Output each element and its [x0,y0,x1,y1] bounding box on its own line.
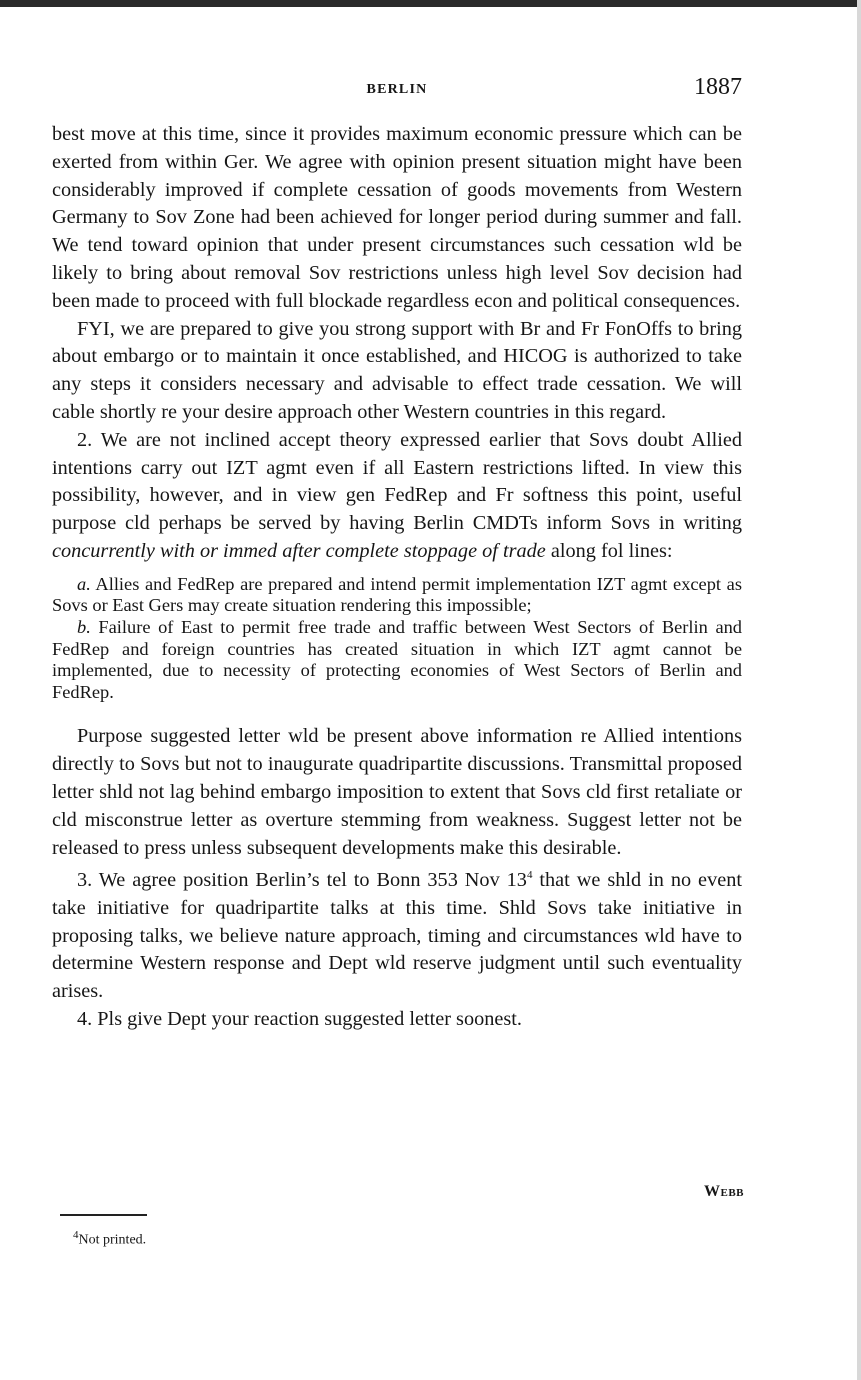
footnote-text: Not printed. [78,1232,147,1248]
point-a-text: Allies and FedRep are prepared and intend permit implementation IZT agmt except as Sovs or East Gers may create situation rendering this impossible; [52,573,742,616]
letter-point-a [52,574,742,617]
paragraph-point-4: 4. Pls give Dept your reaction suggested letter soonest. [77,1008,522,1031]
page-header [52,74,742,108]
page-top-edge [0,0,861,7]
point-3-text-end: that we shld in no event take initiative for quadripartite talks at this time. Shld Sovs take initiative in proposing talks, we believe nature approach, timing and circumstances wld have to determine Western response and Dept wld reserve judgment until such eventuality arises. [52,869,742,1003]
point-b-label: b. [77,616,91,637]
point-2-text: 2. We are not inclined accept theory expressed earlier that Sovs doubt Allied intentions carry out IZT agmt even if all Eastern restrictions lifted. In view this possibility, however, and in view gen FedRep and Fr softness this point, useful purpose cld perhaps be served by having Berlin CMDTs inform Sovs in writing [52,428,742,535]
point-2-text-end: along fol lines: [545,539,673,562]
letter-points [52,574,742,704]
document-body [52,121,742,1034]
paragraph-point-3 [52,862,742,1006]
point-2-italic-text: concurrently with or immed after complete stoppage of trade [52,539,546,562]
paragraph-point-2 [52,427,742,566]
footnote-marker: 4 [73,1229,79,1241]
signature: Webb [703,1183,744,1200]
page-right-edge [857,0,861,1380]
point-3-text: 3. We agree position Berlin’s tel to Bonn 353 Nov 13 [77,869,527,892]
running-head: BERLIN [366,82,428,97]
paragraph-continuation: best move at this time, since it provides maximum economic pressure which can be exerted from within Ger. We agree with opinion present situation might have been considerably improved if complete cessation of goods movements from Western Germany to Sov Zone had been achieved for longer period during summer and fall. We tend toward opinion that under present circumstances such cessation wld be likely to bring about removal Sov restrictions unless high level Sov decision had been made to proceed with full blockade regardless econ and political consequences. [52,123,742,312]
paragraph-purpose: Purpose suggested letter wld be present above information re Allied intentions directly to Sovs but not to inaugurate quadripartite discussions. Transmittal proposed letter shld not lag behind embargo imposition to extent that Sovs cld first retaliate or cld misconstrue letter as overture stemming from weakness. Suggest letter not be released to press unless subsequent developments make this desirable. [52,725,742,859]
letter-point-b [52,617,742,703]
footnote [73,1229,146,1249]
footnote-divider [60,1214,147,1216]
point-a-label: a. [77,573,91,594]
point-b-text: Failure of East to permit free trade and traffic between West Sectors of Berlin and FedRep and foreign countries has created situation in which IZT agmt cannot be implemented, due to necessity of protecting economies of West Sectors of Berlin and FedRep. [52,616,742,702]
paragraph-fyi: FYI, we are prepared to give you strong support with Br and Fr FonOffs to bring about embargo or to maintain it once established, and HICOG is authorized to take any steps it considers necessary and advisable to effect trade cessation. We will cable shortly re your desire approach other Western countries in this regard. [52,317,742,423]
page-number: 1887 [694,74,742,100]
footnote-reference: 4 [526,869,533,882]
